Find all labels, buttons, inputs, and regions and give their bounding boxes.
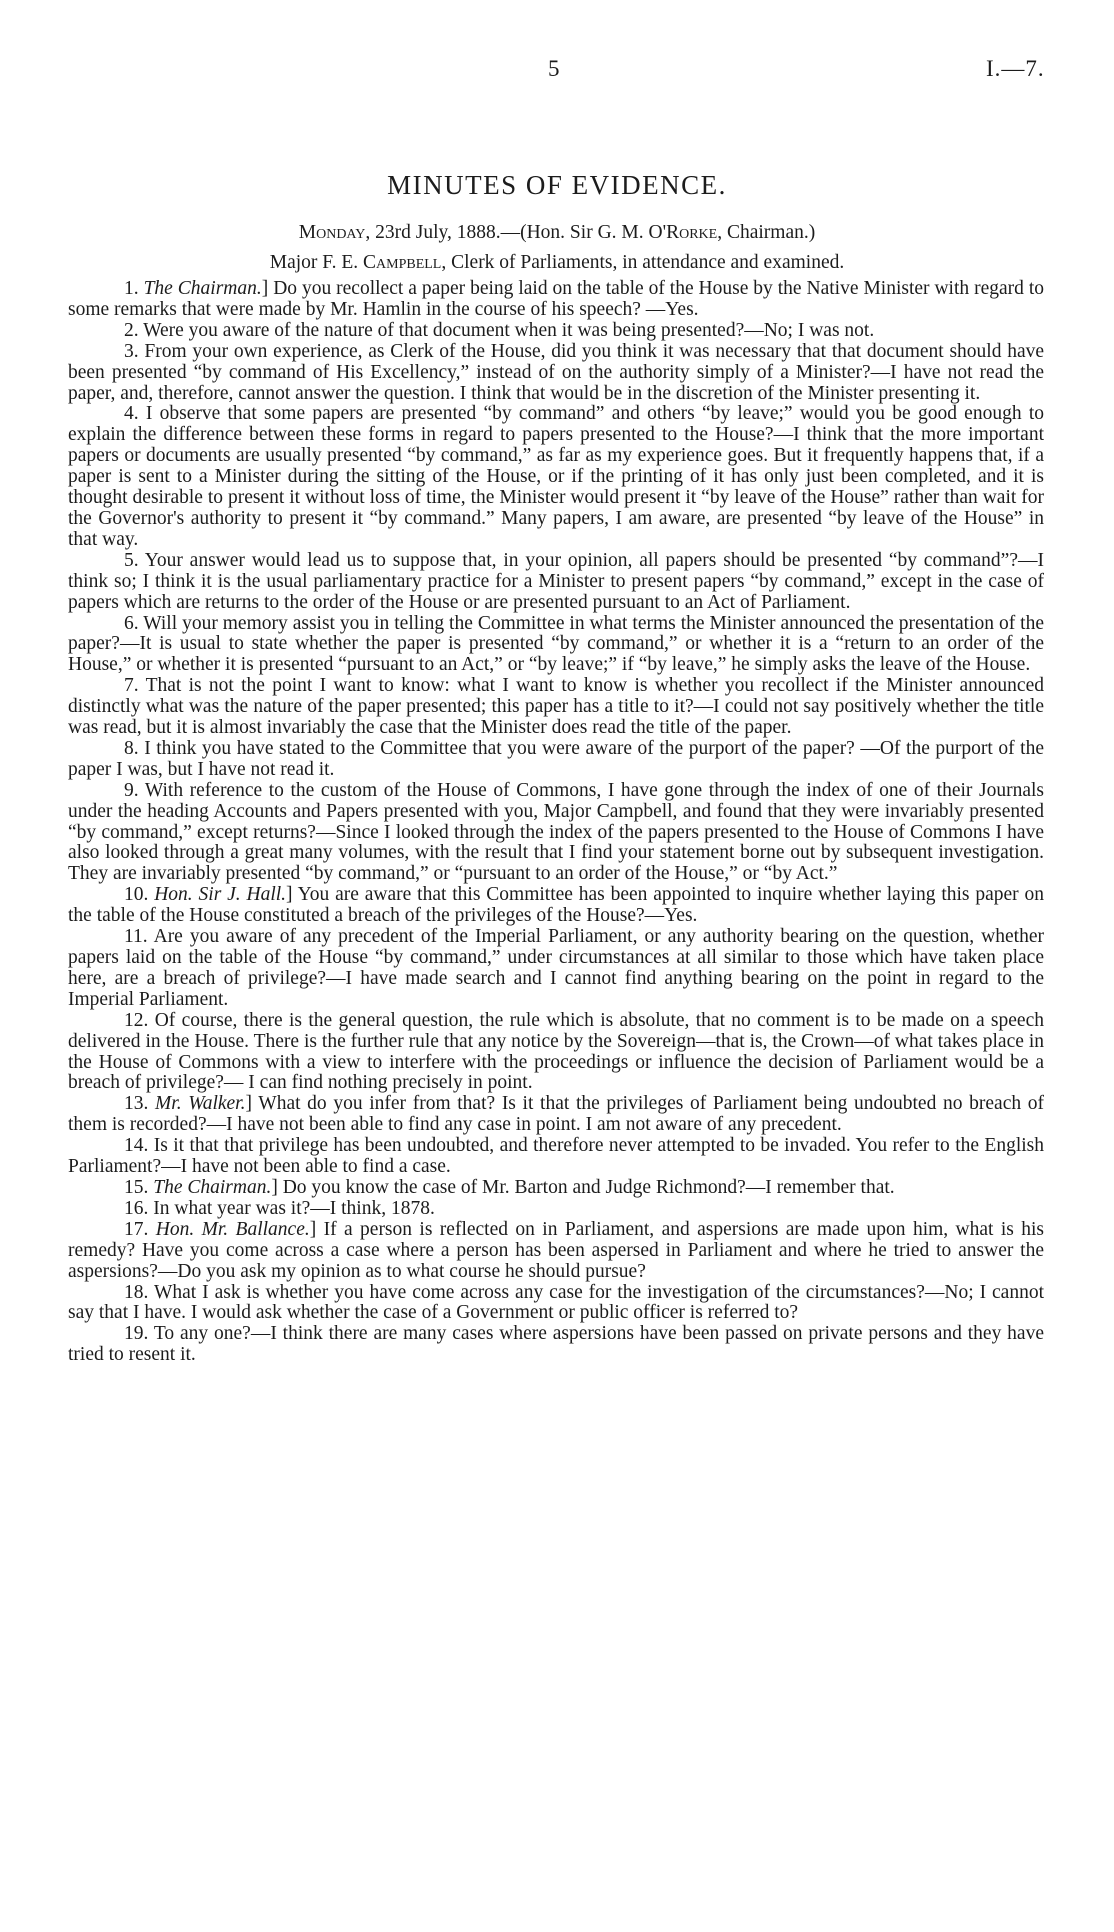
question-number: 12. — [124, 1009, 149, 1031]
evidence-paragraph — [68, 1199, 1044, 1220]
witness-surname: Campbell — [363, 252, 442, 273]
evidence-paragraph — [68, 676, 1044, 739]
session-chairman-surname: Rorke — [666, 222, 718, 243]
evidence-paragraph — [68, 321, 1044, 342]
question-answer-text: Will your memory assist you in telling the Committee in what terms the Minister announced the presentation of the paper?—It is usual to state whether the paper is presented “by command,” or whether it is a “return to an order of the House,” or whether it is presented “pursuant to an Act,” or “by leave;” if “by leave,” he simply asks the leave of the House. — [68, 612, 1044, 676]
question-answer-text: Is it that that privilege has been undoubted, and therefore never attempted to be invaded. You refer to the English Parliament?—I have not been able to find a case. — [68, 1135, 1044, 1178]
page-number: 5 — [548, 56, 560, 81]
question-number: 14. — [124, 1135, 149, 1157]
question-answer-text: Of course, there is the general question, the rule which is absolute, that no comment is to be made on a speech delivered in the House. There is the further rule that any notice by the Sovereign—that is, the Crown—of what takes place in the House of Commons with a view to interfere with the proceedings or influence the decision of Parliament would be a breach of privilege?— I can find nothing precisely in point. — [68, 1009, 1044, 1094]
evidence-paragraph — [68, 1283, 1044, 1325]
question-answer-text: Your answer would lead us to suppose that, in your opinion, all papers should be presented “by command”?—I think so; I think it is the usual parliamentary practice for a Minister to present papers “by command,” except in the case of papers which are returns to the order of the House or are presented pursuant to an Act of Parliament. — [68, 549, 1044, 613]
question-number: 6. — [124, 612, 139, 634]
evidence-paragraph — [68, 781, 1044, 886]
evidence-paragraph — [68, 342, 1044, 405]
question-answer-text: From your own experience, as Clerk of the House, did you think it was necessary that that document should have been presented “by command of His Excellency,” instead of on the authority simply of a Minister?—I have not read the paper, and, therefore, cannot answer the question. I think that would be in the discretion of the Minister presenting it. — [68, 340, 1044, 404]
question-answer-text: What I ask is whether you have come across any case for the investigation of the circumstances?—No; I cannot say that I have. I would ask whether the case of a Government or public officer is referred to? — [68, 1281, 1044, 1324]
question-number: 17. — [124, 1218, 149, 1240]
question-number: 7. — [124, 675, 139, 697]
evidence-paragraph — [68, 1136, 1044, 1178]
evidence-paragraph — [68, 1220, 1044, 1283]
question-number: 4. — [124, 403, 139, 425]
evidence-paragraph — [68, 404, 1044, 550]
question-answer-text: To any one?—I think there are many cases where aspersions have been passed on private persons and they have tried to resent it. — [68, 1323, 1044, 1366]
question-number: 10. — [124, 884, 149, 906]
question-answer-text: ] Do you recollect a paper being laid on the table of the House by the Native Minister with regard to some remarks that were made by Mr. Hamlin in the course of his speech? —Yes. — [68, 278, 1044, 320]
question-number: 16. — [124, 1197, 149, 1219]
evidence-paragraph — [68, 1324, 1044, 1366]
question-number: 18. — [124, 1281, 149, 1303]
document-code: I.—7. — [986, 56, 1045, 81]
question-answer-text: With reference to the custom of the House of Commons, I have gone through the index of one of their Journals under the heading Accounts and Papers presented with you, Major Campbell, and found that they were invariably presented “by command,” except returns?—Since I looked through the index of the papers presented to the House of Commons I have also looked through a great many volumes, with the result that I find your statement borne out by subsequent investigation. They are invariably presented “by command,” or “pursuant to an order of the House,” or “by Act.” — [68, 779, 1044, 885]
question-number: 13. — [124, 1093, 149, 1115]
question-answer-text: ] Do you know the case of Mr. Barton and Judge Richmond?—I remember that. — [271, 1176, 895, 1198]
page-title: MINUTES OF EVIDENCE. — [387, 170, 727, 200]
question-number: 11. — [124, 926, 148, 948]
witness-prefix: Major F. E. — [269, 252, 363, 273]
speaker-name: Hon. Mr. Ballance. — [155, 1218, 310, 1240]
question-answer-text: I observe that some papers are presented “by command” and others “by leave;” would you be good enough to explain the difference between these forms in regard to papers presented to the House?—I think that the more important papers or documents are usually presented “by command,” as far as my experience goes. But it frequently happens that, if a paper is sent to a Minister during the sitting of the House, or if the printing of it has only just been completed, and it is thought desirable to present it without loss of time, the Minister would present it “by leave of the House” rather than wait for the Governor's authority to present it “by command.” Many papers, I am aware, are presented “by leave of the House” in that way. — [68, 403, 1045, 550]
question-answer-text: ] What do you infer from that? Is it that the privileges of Parliament being undoubted no breach of them is recorded?—I have not been able to find any case in point. I am not aware of any precedent. — [68, 1093, 1044, 1136]
session-date: , 23rd July, 1888.—(Hon. Sir G. M. O' — [365, 222, 667, 243]
question-answer-text: Were you aware of the nature of that document when it was being presented?—No; I was not. — [143, 319, 875, 341]
question-number: 5. — [124, 549, 139, 571]
speaker-name: The Chairman. — [143, 278, 262, 299]
question-answer-text: That is not the point I want to know: what I want to know is whether you recollect if the Minister announced distinctly what was the nature of the paper presented; this paper has a title to it?—I could not say positively whether the title was read, but it is almost invariably the case that the Minister does read the title of the paper. — [68, 675, 1044, 739]
evidence-paragraph — [68, 614, 1044, 677]
session-chairman-role: , Chairman.) — [717, 222, 816, 243]
question-answer-text: Are you aware of any precedent of the Imperial Parliament, or any authority bearing on the question, whether papers laid on the table of the House “by command,” under circumstances at all similar to those which have taken place here, are a breach of privilege?—I have made search and I cannot find anything bearing on the point in regard to the Imperial Parliament. — [68, 926, 1044, 1010]
question-number: 3. — [124, 340, 139, 362]
question-number: 8. — [124, 737, 139, 759]
evidence-paragraph — [68, 1094, 1044, 1136]
question-number: 2. — [124, 319, 139, 341]
question-answer-text: ] If a person is reflected on in Parliament, and aspersions are made upon him, what is his remedy? Have you come across a case where a person has been aspersed in Parliament and where he tried to answer the aspersions?—Do you ask my opinion as to what course he should pursue? — [68, 1218, 1044, 1282]
question-answer-text: In what year was it?—I think, 1878. — [153, 1197, 435, 1219]
evidence-paragraph — [68, 885, 1044, 927]
evidence-paragraph — [68, 551, 1044, 614]
question-number: 19. — [124, 1323, 149, 1345]
question-number: 1. — [124, 278, 139, 299]
question-answer-text: ] You are aware that this Committee has been appointed to inquire whether laying this paper on the table of the House constituted a breach of the privileges of the House?—Yes. — [68, 884, 1044, 927]
speaker-name: Hon. Sir J. Hall. — [154, 884, 287, 906]
speaker-name: Mr. Walker. — [155, 1093, 246, 1115]
session-day: Monday — [298, 222, 366, 243]
question-number: 9. — [124, 779, 139, 801]
evidence-paragraph — [68, 279, 1044, 321]
witness-suffix: , Clerk of Parliaments, in attendance and examined. — [441, 252, 845, 273]
session-line — [0, 222, 1114, 244]
evidence-body — [68, 279, 1044, 1366]
evidence-paragraph — [68, 1011, 1044, 1095]
question-number: 15. — [124, 1176, 149, 1198]
question-answer-text: I think you have stated to the Committee that you were aware of the purport of the paper? —Of the purport of the paper I was, but I have not read it. — [68, 737, 1044, 780]
witness-line — [0, 252, 1114, 274]
speaker-name: The Chairman. — [153, 1176, 272, 1198]
evidence-paragraph — [68, 927, 1044, 1011]
evidence-paragraph — [68, 739, 1044, 781]
evidence-paragraph — [68, 1178, 1044, 1199]
